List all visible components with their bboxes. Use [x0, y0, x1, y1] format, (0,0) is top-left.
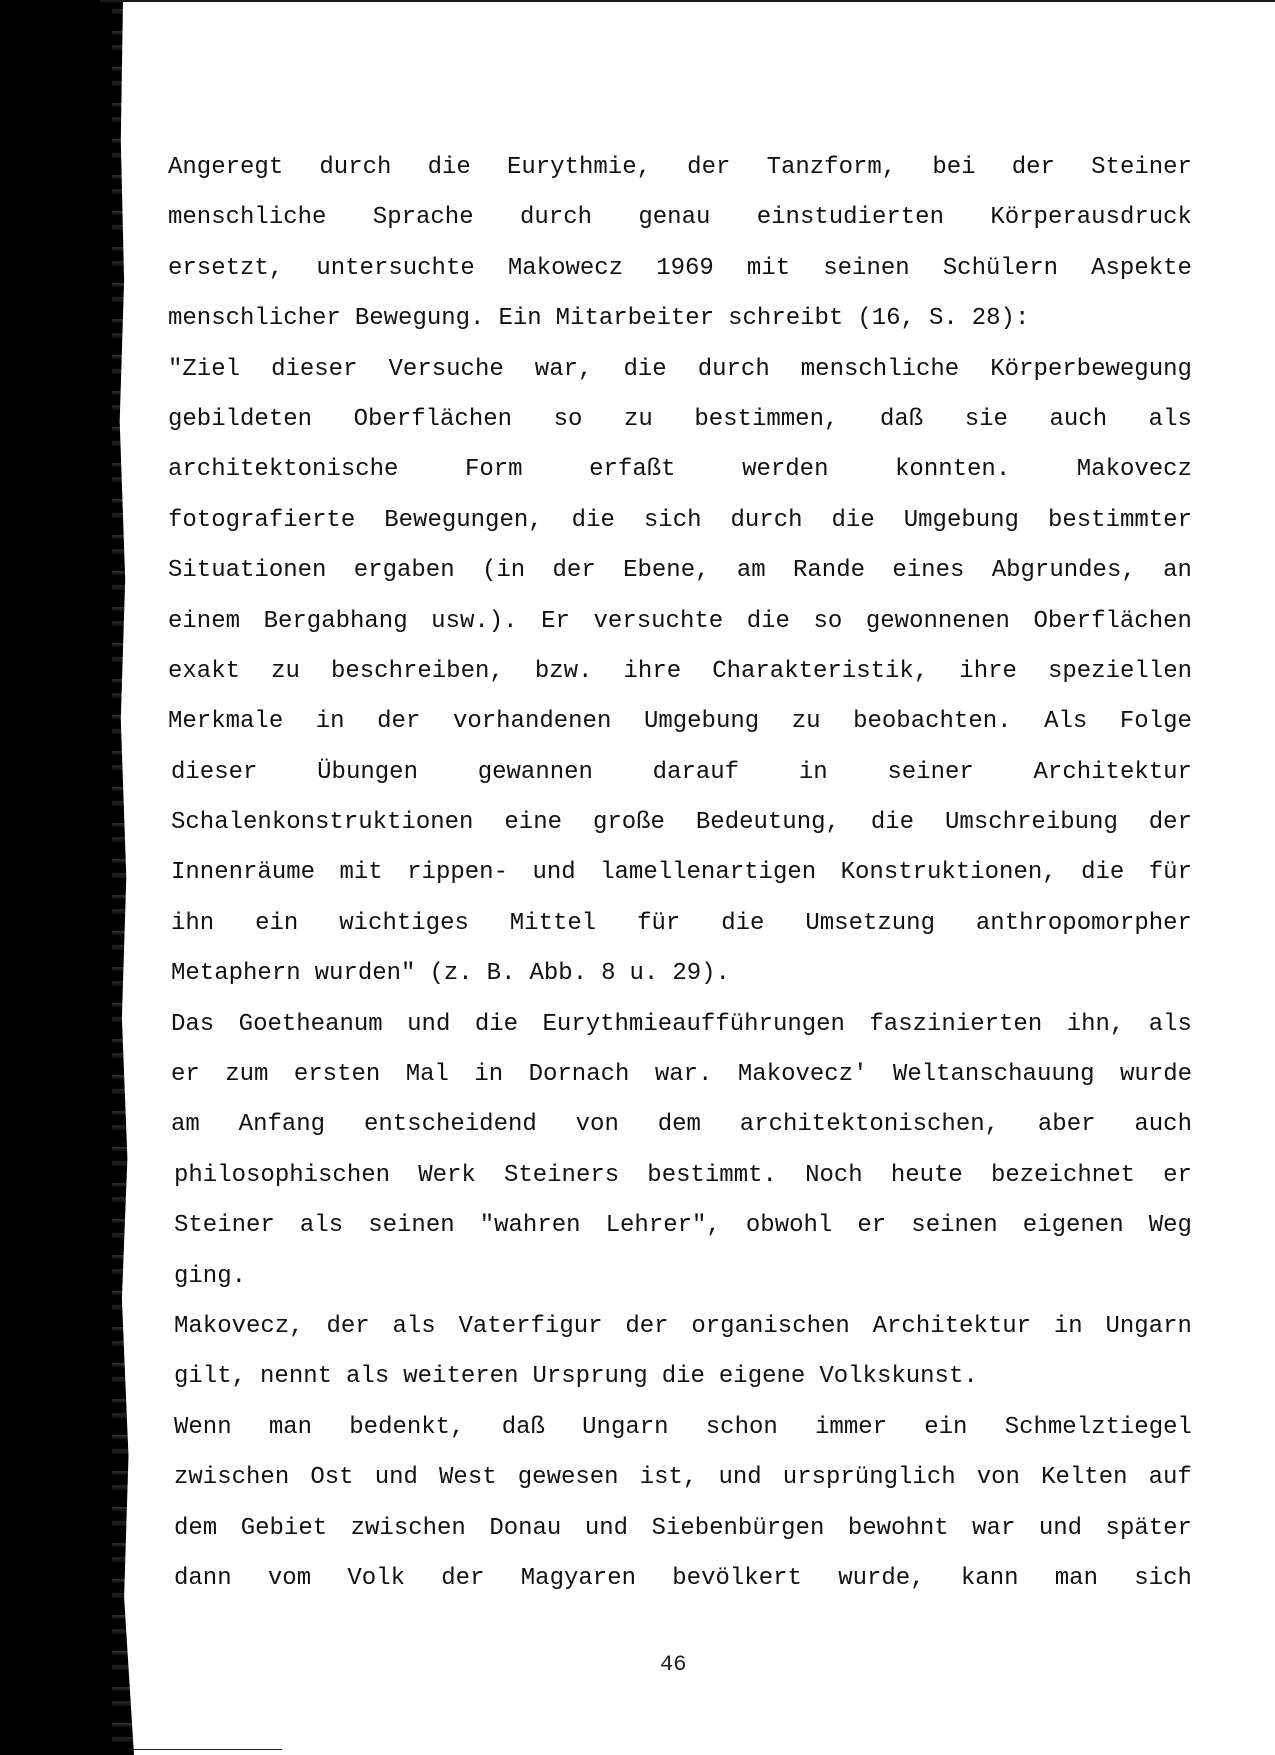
word: B.: [486, 960, 516, 988]
word: Volkskunst.: [819, 1363, 978, 1391]
word: Metaphern: [171, 960, 301, 988]
word: Aspekte: [1091, 254, 1192, 282]
word: war: [972, 1514, 1016, 1542]
word: als: [1148, 1010, 1192, 1038]
word: von: [575, 1111, 619, 1139]
word: die: [831, 506, 875, 534]
word: war.: [654, 1061, 713, 1089]
text-line: [168, 1262, 1192, 1317]
word: Umgebung: [903, 506, 1019, 534]
word: Übungen: [317, 758, 418, 786]
text-line: [168, 657, 1192, 712]
word: West: [439, 1464, 497, 1492]
word: Schmelztiegel: [1004, 1413, 1192, 1441]
word: menschlicher: [168, 305, 341, 333]
word: Ebene,: [623, 557, 710, 585]
text-line: [168, 254, 1192, 309]
word: lamellenartigen: [600, 859, 817, 887]
word: dann: [174, 1564, 232, 1592]
word: die: [571, 506, 615, 534]
text-line: [168, 1363, 1192, 1417]
word: für: [637, 909, 681, 937]
text-line: [168, 405, 1192, 460]
word: u.: [629, 960, 659, 988]
word: Abgrundes,: [991, 557, 1136, 585]
word: wurde: [1119, 1061, 1192, 1089]
word: sich: [643, 506, 702, 534]
text-line: [168, 204, 1192, 258]
word: erfaßt: [589, 456, 676, 484]
word: der: [687, 154, 731, 181]
word: kann: [960, 1564, 1019, 1592]
word: die: [474, 1010, 519, 1038]
word: Donau: [489, 1514, 562, 1542]
word: Mittel: [509, 909, 597, 937]
text-line: [168, 456, 1192, 510]
word: bei: [932, 154, 976, 181]
word: Tanzform,: [766, 154, 897, 181]
word: mit: [339, 859, 383, 887]
word: gewonnenen: [865, 607, 1010, 635]
word: seinen: [911, 1212, 998, 1240]
word: werden: [742, 456, 829, 484]
word: in: [1053, 1312, 1083, 1340]
word: untersuchte: [316, 254, 475, 282]
scan-top-border: [100, 0, 1275, 2]
word: Goetheanum: [238, 1010, 383, 1038]
word: gewannen: [477, 758, 593, 786]
word: heute: [890, 1161, 963, 1189]
word: Konstruktionen,: [840, 859, 1057, 887]
word: auch: [1134, 1111, 1192, 1139]
word: große: [592, 809, 665, 837]
word: genau: [638, 204, 711, 232]
scan-bottom-border: [132, 1749, 282, 1750]
text-line: [168, 960, 1192, 1014]
word: Ungarn: [582, 1413, 669, 1441]
word: darauf: [652, 758, 740, 786]
word: ist,: [639, 1464, 698, 1492]
word: schon: [705, 1413, 778, 1441]
word: Volk: [347, 1564, 405, 1592]
text-line: [168, 1413, 1192, 1468]
word: weiteren: [403, 1363, 519, 1391]
word: Umgebung: [643, 708, 760, 736]
word: exakt: [168, 657, 241, 685]
text-line: [168, 859, 1192, 913]
word: (in: [481, 557, 526, 585]
word: gebildeten: [168, 405, 313, 433]
text-line: [168, 1111, 1192, 1165]
word: der: [441, 1564, 485, 1592]
word: Gebiet: [240, 1514, 328, 1542]
word: Ungarn: [1105, 1312, 1192, 1340]
word: Angeregt: [168, 154, 284, 181]
word: der: [1148, 809, 1192, 837]
word: und: [584, 1514, 629, 1542]
word: Sprache: [372, 204, 474, 232]
word: wurde,: [838, 1564, 925, 1592]
word: entscheidend: [363, 1111, 537, 1139]
word: seiner: [887, 758, 974, 786]
word: die: [721, 909, 765, 937]
word: einstudierten: [756, 204, 944, 232]
word: bewohnt: [847, 1514, 949, 1542]
word: Er: [541, 607, 570, 635]
word: zwischen: [174, 1464, 290, 1492]
word: Bewegung.: [354, 305, 485, 333]
word: anthropomorpher: [975, 909, 1192, 937]
word: S.: [928, 305, 958, 333]
word: Vaterfigur: [458, 1312, 603, 1340]
word: 28):: [971, 305, 1030, 333]
word: ein: [924, 1413, 968, 1441]
word: Schalenkonstruktionen: [171, 809, 474, 837]
word: in: [474, 1061, 504, 1089]
word: faszinierten: [869, 1010, 1043, 1038]
word: menschliche: [168, 204, 327, 232]
word: die: [427, 154, 471, 181]
word: so: [553, 405, 583, 433]
word: (16,: [857, 305, 915, 333]
word: ihn,: [1066, 1010, 1125, 1038]
word: die: [870, 809, 915, 837]
word: man: [268, 1413, 313, 1441]
word: durch: [519, 204, 592, 232]
scan-edge-texture: [112, 0, 134, 1755]
word: eine: [504, 809, 562, 837]
word: Weltanschauung: [892, 1061, 1095, 1089]
word: und: [532, 859, 576, 887]
text-line: [168, 1010, 1192, 1065]
word: Werk: [418, 1161, 476, 1189]
text-line: [168, 557, 1192, 611]
word: und: [374, 1464, 418, 1492]
word: zum: [225, 1061, 269, 1089]
word: zu: [791, 708, 821, 736]
text-line: [168, 809, 1192, 863]
word: Abb.: [529, 960, 588, 988]
word: nennt: [260, 1363, 333, 1391]
word: fotografierte: [168, 506, 356, 534]
word: Als: [1044, 708, 1088, 736]
text-line: [168, 1212, 1192, 1266]
word: an: [1163, 557, 1192, 585]
word: bezeichnet: [990, 1161, 1135, 1189]
word: von: [976, 1464, 1020, 1492]
word: Das: [171, 1010, 215, 1038]
word: Körperbewegung: [990, 355, 1192, 383]
word: dieser: [271, 355, 358, 383]
word: Innenräume: [171, 859, 316, 887]
word: Oberflächen: [353, 405, 513, 433]
word: sie: [964, 405, 1008, 433]
word: zwischen: [350, 1514, 466, 1542]
word: bestimmen,: [694, 405, 839, 433]
word: man: [1054, 1564, 1098, 1592]
word: 29).: [672, 960, 730, 988]
word: Makovecz': [737, 1061, 868, 1089]
text-line: [168, 1514, 1192, 1569]
word: architektonischen,: [739, 1111, 1000, 1139]
word: Körperausdruck: [990, 204, 1192, 232]
word: ursprünglich: [782, 1464, 956, 1492]
word: Ursprung: [532, 1363, 648, 1391]
word: eigenen: [1022, 1212, 1124, 1240]
word: Steiners: [503, 1161, 620, 1189]
word: seinen: [368, 1212, 455, 1240]
word: bzw.: [534, 657, 593, 685]
word: ein: [255, 909, 299, 937]
word: obwohl: [745, 1212, 833, 1240]
word: menschliche: [800, 355, 960, 383]
word: mit: [746, 254, 791, 282]
word: Eurythmie,: [506, 154, 651, 181]
word: Weg: [1148, 1212, 1192, 1240]
word: war,: [534, 355, 593, 383]
word: vom: [267, 1564, 312, 1592]
word: bestimmter: [1047, 506, 1192, 534]
word: Umsetzung: [805, 909, 935, 937]
word: als: [346, 1363, 390, 1391]
word: philosophischen: [174, 1161, 391, 1189]
word: durch: [319, 154, 392, 181]
word: und: [1038, 1514, 1083, 1542]
word: seinen: [823, 254, 910, 282]
word: am: [736, 557, 766, 585]
word: Makovecz,: [174, 1312, 304, 1340]
word: "Ziel: [168, 355, 241, 383]
text-line: [168, 909, 1192, 964]
word: Form: [464, 456, 523, 484]
word: Mitarbeiter: [555, 305, 715, 333]
text-line: [168, 305, 1192, 359]
word: Oberflächen: [1033, 607, 1192, 635]
word: und: [407, 1010, 451, 1038]
word: Kelten: [1041, 1464, 1128, 1492]
word: der: [1011, 154, 1055, 181]
text-line: [168, 1061, 1192, 1115]
word: für: [1148, 859, 1192, 887]
word: ihn: [171, 909, 215, 937]
word: Lehrer",: [605, 1212, 721, 1240]
word: ersten: [293, 1061, 381, 1089]
word: in: [798, 758, 828, 786]
word: Noch: [805, 1161, 863, 1189]
word: vorhandenen: [452, 708, 612, 736]
word: Bergabhang: [263, 607, 408, 635]
word: Architektur: [872, 1312, 1032, 1340]
word: versuchte: [593, 607, 724, 635]
word: Bedeutung,: [695, 809, 840, 837]
word: der: [552, 557, 596, 585]
word: Wenn: [174, 1413, 232, 1441]
word: ihre: [959, 657, 1017, 685]
word: (z.: [429, 960, 473, 988]
text-line: [168, 1464, 1192, 1518]
word: dem: [174, 1514, 218, 1542]
word: beschreiben,: [330, 657, 504, 685]
word: eigene: [718, 1363, 806, 1391]
word: als: [1148, 405, 1192, 433]
text-line: [168, 355, 1192, 410]
word: sich: [1134, 1564, 1192, 1592]
word: durch: [730, 506, 803, 534]
word: Rande: [793, 557, 866, 585]
word: rippen-: [407, 859, 508, 887]
word: einem: [168, 607, 241, 635]
word: "wahren: [479, 1212, 581, 1240]
word: und: [718, 1464, 762, 1492]
word: auch: [1049, 405, 1108, 433]
word: Magyaren: [520, 1564, 636, 1592]
word: Schülern: [942, 254, 1058, 282]
word: so: [813, 607, 843, 635]
word: Situationen: [168, 557, 327, 585]
word: bevölkert: [672, 1564, 802, 1592]
word: bedenkt,: [349, 1413, 465, 1441]
word: der: [377, 708, 421, 736]
word: Steiner: [1091, 154, 1192, 181]
document-body: [168, 154, 1192, 1619]
word: die: [623, 355, 667, 383]
word: Siebenbürgen: [651, 1514, 825, 1542]
word: konnten.: [895, 456, 1011, 484]
word: am: [171, 1111, 200, 1139]
word: er: [1163, 1161, 1192, 1189]
word: Ost: [310, 1464, 354, 1492]
word: Ein: [498, 305, 542, 333]
word: Steiner: [174, 1212, 275, 1240]
word: Merkmale: [168, 708, 284, 736]
text-line: [168, 1312, 1192, 1367]
word: organischen: [691, 1312, 850, 1340]
text-line: [168, 1564, 1192, 1619]
word: bestimmt.: [647, 1161, 777, 1189]
text-line: [168, 607, 1192, 662]
word: ihre: [623, 657, 682, 685]
word: der: [326, 1312, 370, 1340]
word: auf: [1148, 1464, 1192, 1492]
word: daß: [501, 1413, 545, 1441]
word: eines: [892, 557, 965, 585]
word: Bewegungen,: [384, 506, 543, 534]
word: usw.).: [431, 607, 518, 635]
word: daß: [879, 405, 924, 433]
scan-dark-edge: [0, 0, 118, 1755]
word: Eurythmieaufführungen: [542, 1010, 845, 1038]
word: immer: [815, 1413, 888, 1441]
word: 1969: [656, 254, 714, 282]
word: aber: [1037, 1111, 1096, 1139]
text-line: [168, 506, 1192, 561]
word: wichtiges: [339, 909, 469, 937]
word: speziellen: [1047, 657, 1192, 685]
word: Folge: [1119, 708, 1192, 736]
word: die: [746, 607, 790, 635]
word: Mal: [405, 1061, 449, 1089]
text-line: [168, 1161, 1192, 1216]
word: zu: [271, 657, 300, 685]
word: Charakteristik,: [712, 657, 929, 685]
word: ging.: [174, 1262, 247, 1290]
word: zu: [623, 405, 653, 433]
word: die: [1081, 859, 1125, 887]
word: später: [1105, 1514, 1192, 1542]
word: wurden": [314, 960, 416, 988]
word: schreibt: [728, 305, 844, 333]
word: dem: [657, 1111, 701, 1139]
word: Makowecz: [507, 254, 624, 282]
word: Makovecz: [1076, 456, 1192, 484]
word: architektonische: [168, 456, 399, 484]
text-line: [168, 758, 1192, 813]
text-line: [168, 708, 1192, 762]
word: ergaben: [353, 557, 455, 585]
word: er: [857, 1212, 887, 1240]
word: 8: [601, 960, 616, 988]
word: die: [661, 1363, 705, 1391]
word: als: [299, 1212, 344, 1240]
word: der: [625, 1312, 669, 1340]
word: Architektur: [1033, 758, 1192, 786]
word: in: [315, 708, 345, 736]
page-number: 46: [660, 1652, 687, 1677]
word: als: [392, 1312, 436, 1340]
word: gewesen: [517, 1464, 619, 1492]
word: dieser: [171, 758, 258, 786]
word: beobachten.: [853, 708, 1012, 736]
word: ersetzt,: [168, 254, 284, 282]
word: Anfang: [238, 1111, 326, 1139]
word: Dornach: [528, 1061, 630, 1089]
word: gilt,: [174, 1363, 247, 1391]
word: Umschreibung: [945, 809, 1118, 837]
word: Versuche: [388, 355, 504, 383]
text-line: [168, 154, 1192, 208]
word: er: [171, 1061, 200, 1089]
word: durch: [697, 355, 770, 383]
